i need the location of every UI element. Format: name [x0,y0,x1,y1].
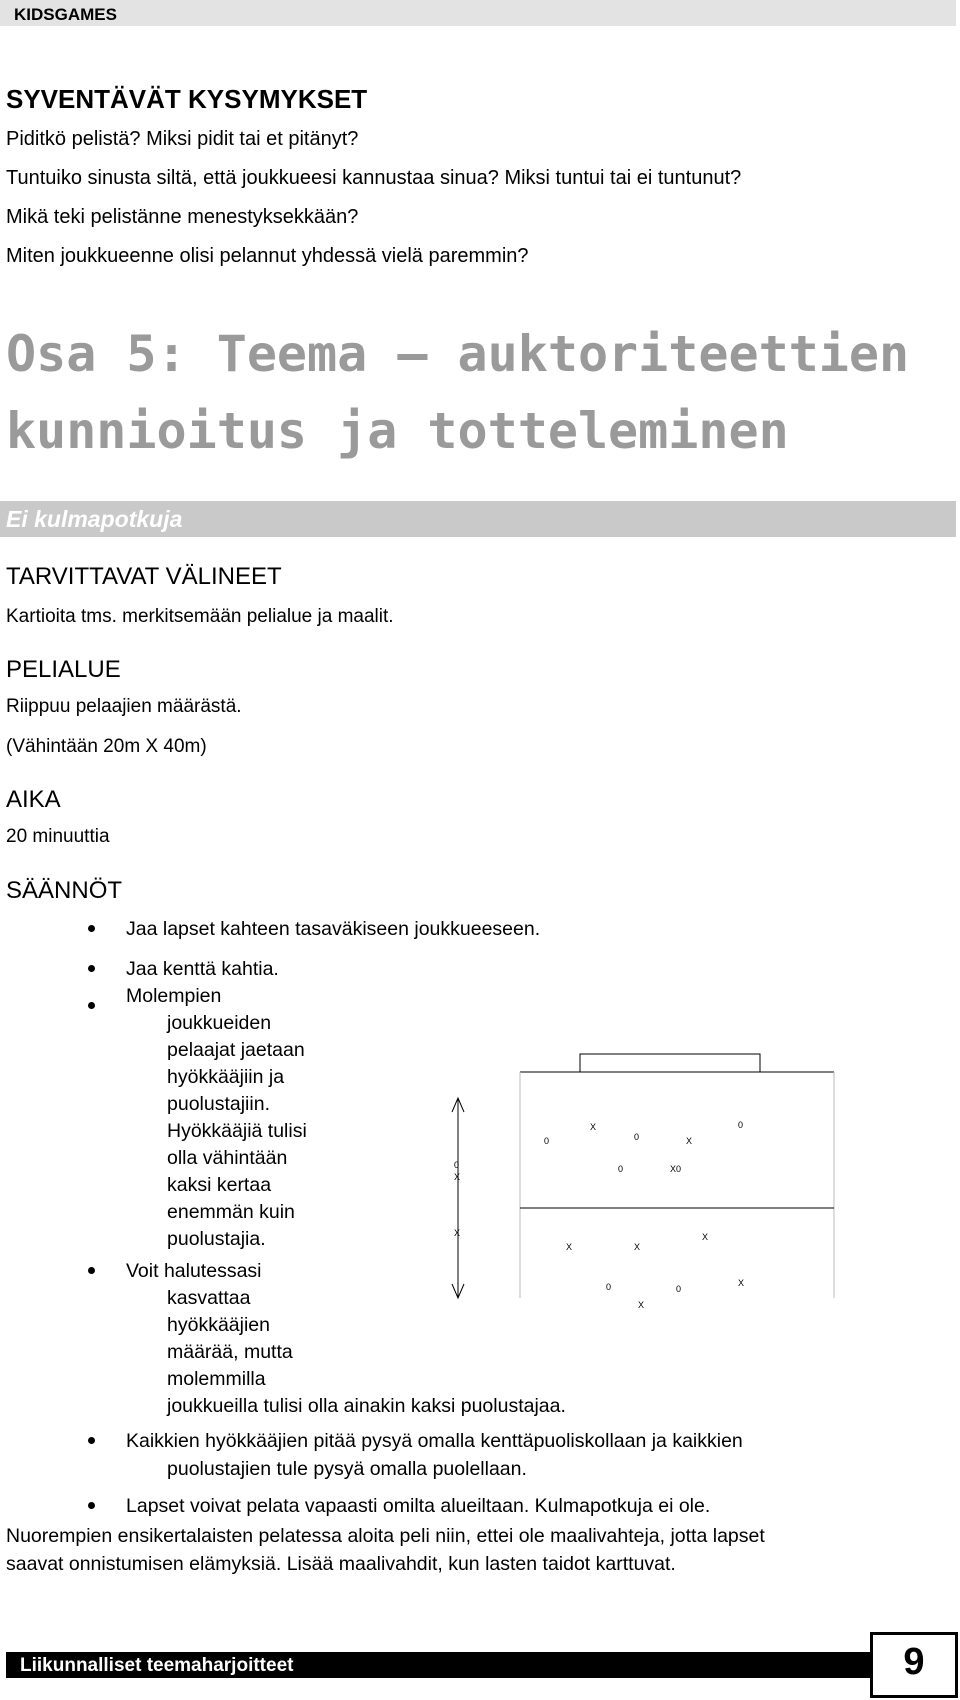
question-4: Miten joukkueenne olisi pelannut yhdessä vielä paremmin? [6,245,529,267]
rule-3-line: joukkueiden [167,1012,272,1034]
area-heading: PELIALUE [6,656,121,683]
note-line-2: saavat onnistumisen elämyksiä. Lisää maalivahdit, kun lasten taidot karttuvat. [6,1553,676,1575]
player-attacker-marker: X [738,1278,745,1288]
player-defender-marker: 0 [676,1284,682,1294]
goal-area-top [580,1054,760,1072]
bullet-icon [88,1267,95,1274]
bullet-icon [88,965,95,972]
player-attacker-marker: X [566,1242,573,1252]
page-number: 9 [903,1641,925,1683]
equipment-text: Kartioita tms. merkitsemään pelialue ja maalit. [6,606,394,627]
player-mixed-marker: X0 [670,1164,682,1174]
rule-4-line: määrää, mutta [167,1341,293,1363]
rule-4-line: Voit halutessasi [126,1260,262,1282]
part-title-line2: kunnioitus ja totteleminen [6,402,789,460]
rule-3-line: puolustajiin. [167,1093,270,1115]
part-title-line1: Osa 5: Teema – auktoriteettien [6,325,910,383]
rule-2: Jaa kenttä kahtia. [126,958,279,980]
player-attacker-marker: X [638,1300,645,1310]
footer-title: Liikunnalliset teemaharjoitteet [20,1655,294,1676]
rule-3-line: kaksi kertaa [167,1174,272,1196]
rule-5-line: Kaikkien hyökkääjien pitää pysyä omalla kenttäpuoliskollaan ja kaikkien [126,1430,743,1452]
note-line-1: Nuorempien ensikertalaisten pelatessa aloita peli niin, ettei ole maalivahteja, jotta lapset [6,1525,765,1547]
rule-4-line: joukkueilla tulisi olla ainakin kaksi puolustajaa. [167,1395,566,1417]
player-defender-marker: 0 [738,1120,744,1130]
page-number-box [870,1632,958,1698]
question-1: Piditkö pelistä? Miksi pidit tai et pitänyt? [6,128,359,150]
deep-questions-heading: SYVENTÄVÄT KYSYMYKSET [6,84,368,114]
footer-bar [6,1652,946,1678]
rule-6: Lapset voivat pelata vapaasti omilta alueiltaan. Kulmapotkuja ei ole. [126,1495,711,1517]
field-diagram [440,1040,840,1320]
bullet-icon [88,1437,95,1444]
rule-3-line: pelaajat jaetaan [167,1039,305,1061]
rule-3-line: olla vähintään [167,1147,288,1169]
question-3: Mikä teki pelistänne menestyksekkään? [6,206,359,228]
player-defender-marker: 0 [454,1160,460,1170]
bullet-icon [88,1502,95,1509]
player-attacker-marker: X [454,1172,461,1182]
area-line1: Riippuu pelaajien määrästä. [6,696,242,717]
player-attacker-marker: X [634,1242,641,1252]
rule-3-line: Molempien [126,985,222,1007]
game-name: Ei kulmapotkuja [6,506,183,532]
question-2: Tuntuiko sinusta siltä, että joukkueesi kannustaa sinua? Miksi tuntui tai ei tuntunut? [6,167,742,189]
bullet-icon [88,925,95,932]
rule-3-line: hyökkääjiin ja [167,1066,285,1088]
header-bar [0,0,956,26]
area-line2: (Vähintään 20m X 40m) [6,736,207,757]
rule-4-line: hyökkääjien [167,1314,270,1336]
rule-1: Jaa lapset kahteen tasaväkiseen joukkueeseen. [126,918,541,940]
player-attacker-marker: X [686,1136,693,1146]
rule-5-line: puolustajien tule pysyä omalla puolellaan. [167,1458,527,1480]
time-text: 20 minuuttia [6,826,110,847]
equipment-heading: TARVITTAVAT VÄLINEET [6,563,282,590]
player-attacker-marker: X [454,1228,461,1238]
player-defender-marker: 0 [606,1282,612,1292]
time-heading: AIKA [6,786,61,813]
player-defender-marker: 0 [634,1132,640,1142]
rule-3-line: puolustajia. [167,1228,266,1250]
rule-3-line: Hyökkääjiä tulisi [167,1120,307,1142]
game-name-bar [0,501,956,537]
player-attacker-marker: X [702,1232,709,1242]
brand-label: KIDSGAMES [14,5,117,24]
rule-4-line: kasvattaa [167,1287,251,1309]
player-defender-marker: 0 [618,1164,624,1174]
bullet-icon [88,1002,95,1009]
rule-3-line: enemmän kuin [167,1201,295,1223]
player-defender-marker: 0 [544,1136,550,1146]
player-attacker-marker: X [590,1122,597,1132]
rules-heading: SÄÄNNÖT [6,877,123,904]
rule-4-line: molemmilla [167,1368,266,1390]
